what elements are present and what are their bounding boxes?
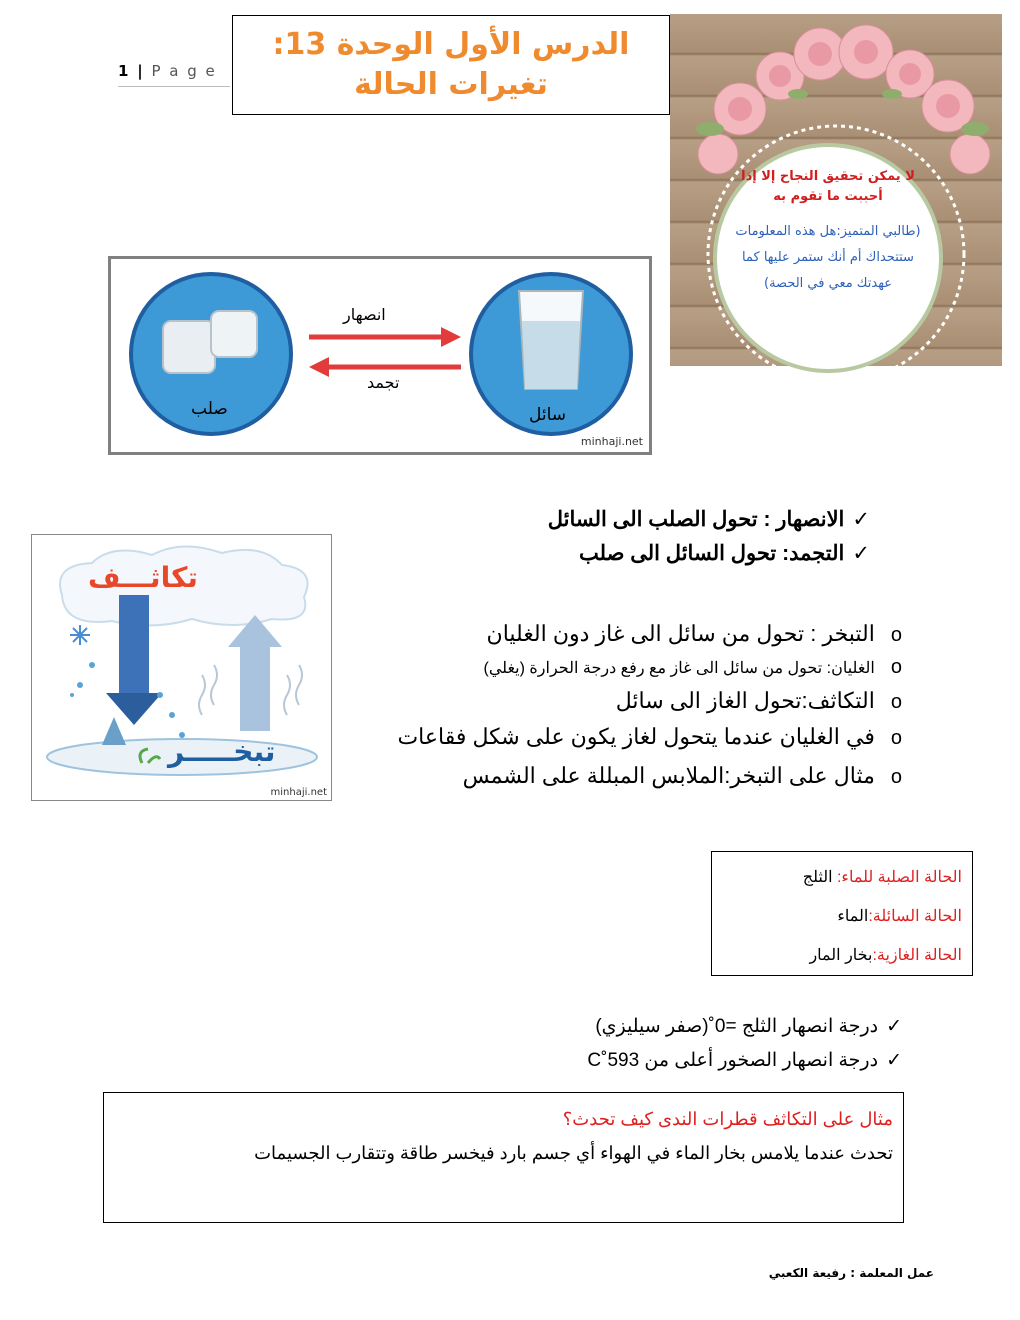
lesson-title-box xyxy=(232,15,670,115)
solid-label: صلب xyxy=(191,399,228,419)
list-item: oمثال على التبخر:الملابس المبللة على الشمس xyxy=(397,757,902,796)
motto-quote: لا يمكن تحقيق النجاح إلا إذا أحببت ما تقوم به xyxy=(741,169,915,204)
melting-point-rocks: ✓درجة انصهار الصخور أعلى من 593˚C xyxy=(587,1044,902,1078)
snowflake-icon xyxy=(70,625,90,645)
list-item: oالتبخر : تحول من سائل الى غاز دون الغليان xyxy=(397,618,902,651)
definition-melting: ✓الانصهار : تحول الصلب الى السائل xyxy=(548,503,870,537)
melting-freezing-diagram xyxy=(111,259,649,452)
state-liquid: الحالة السائلة:الماء xyxy=(837,908,962,925)
condensation-evaporation-figure xyxy=(31,534,332,801)
page-number: 1 | P a g e xyxy=(118,62,217,80)
liquid-label: سائل xyxy=(529,405,567,425)
water-states-box xyxy=(711,851,973,976)
answer-text: تحدث عندما يلامس بخار الماء في الهواء أي جسم بارد فيخسر طاقة وتتقارب الجسيمات xyxy=(254,1143,893,1163)
page-word: P a g e xyxy=(151,62,217,80)
freezing-label: تجمد xyxy=(367,373,400,392)
list-item: oفي الغليان عندما يتحول لغاز يكون على شكل فقاعات xyxy=(397,718,902,757)
state-gas: الحالة الغازية:بخار المار xyxy=(809,947,962,964)
state-solid: الحالة الصلبة للماء: الثلج xyxy=(802,869,962,886)
circle-bullet-icon: o xyxy=(890,691,902,713)
list-item: oالغليان: تحول من سائل الى غاز مع رفع درجة الحرارة (يغلي) xyxy=(397,651,902,685)
water-glass-icon xyxy=(519,291,583,389)
teacher-credit: عمل المعلمة : رفيعة الكعبي xyxy=(768,1266,934,1280)
condensation-label: تكاثـــف xyxy=(88,561,198,594)
check-icon: ✓ xyxy=(852,542,870,565)
check-icon: ✓ xyxy=(852,508,870,531)
lesson-title: الدرس الأول الوحدة 13: تغيرات الحالة xyxy=(272,27,630,102)
condensation-question-box xyxy=(103,1092,904,1223)
page-number-value: 1 xyxy=(118,62,131,80)
evaporation-arrow xyxy=(228,615,282,731)
melting-point-ice: ✓درجة انصهار الثلج =0˚(صفر سيليزي) xyxy=(587,1010,902,1044)
figure1-credit: minhaji.net xyxy=(580,435,643,448)
circle-bullet-icon: o xyxy=(890,624,902,646)
circle-bullet-icon: o xyxy=(890,766,902,788)
melting-arrow xyxy=(309,327,461,347)
check-icon: ✓ xyxy=(886,1050,902,1071)
figure2-credit: minhaji.net xyxy=(270,787,327,798)
melting-label: انصهار xyxy=(343,305,386,324)
frost-tree-icon xyxy=(102,717,126,745)
question-text: مثال على التكاثف قطرات الندى كيف تحدث؟ xyxy=(562,1109,893,1129)
motto-question: (طالبي المتميز:هل هذه المعلومات ستتحداك أم أنك ستمر عليها كما عهدتك معي في الحصة) xyxy=(735,224,921,291)
circle-bullet-icon: o xyxy=(890,727,902,749)
definitions-list xyxy=(397,618,902,796)
motto-circle xyxy=(713,143,943,373)
list-item: oالتكاثف:تحول الغاز الى سائل xyxy=(397,685,902,718)
melting-freezing-figure xyxy=(108,256,652,455)
header-divider xyxy=(118,86,230,87)
definition-freezing: ✓التجمد: تحول السائل الى صلب xyxy=(548,537,870,571)
melting-points-list xyxy=(587,1010,902,1078)
check-icon: ✓ xyxy=(886,1016,902,1037)
evaporation-label: تبخـــــر xyxy=(168,735,276,768)
circle-bullet-icon: o xyxy=(890,656,902,678)
bold-definitions xyxy=(548,503,870,571)
